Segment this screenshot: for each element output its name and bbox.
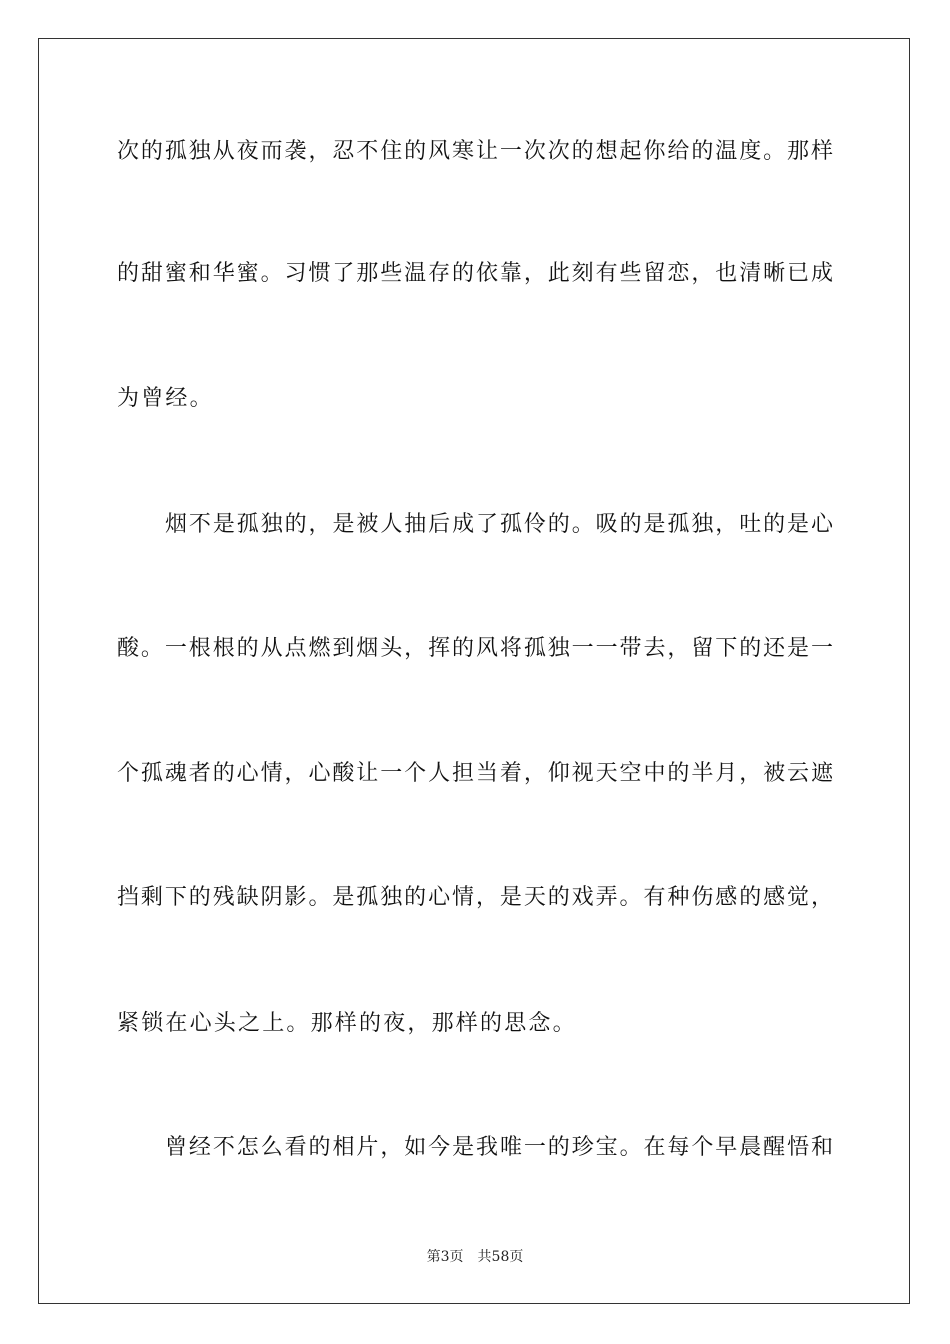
page-number: 第3页 (426, 1249, 464, 1265)
text-line-8: 紧锁在心头之上。那样的夜，那样的思念。 (117, 1011, 577, 1036)
page-border (38, 38, 910, 1304)
text-line-2: 的甜蜜和华蜜。习惯了那些温存的依靠，此刻有些留恋，也清晰已成 (117, 261, 833, 286)
text-line-3: 为曾经。 (117, 386, 214, 411)
text-line-5: 酸。一根根的从点燃到烟头，挥的风将孤独一一带去，留下的还是一 (117, 636, 833, 661)
text-line-6: 个孤魂者的心情，心酸让一个人担当着，仰视天空中的半月，被云遮 (117, 761, 833, 786)
page-footer (0, 1248, 950, 1266)
text-line-9: 曾经不怎么看的相片，如今是我唯一的珍宝。在每个早晨醒悟和 (165, 1135, 833, 1160)
text-line-7: 挡剩下的残缺阴影。是孤独的心情，是天的戏弄。有种伤感的感觉， (117, 885, 833, 910)
total-pages: 共58页 (477, 1249, 524, 1265)
text-line-1: 次的孤独从夜而袭，忍不住的风寒让一次次的想起你给的温度。那样 (117, 139, 833, 164)
text-line-4: 烟不是孤独的，是被人抽后成了孤伶的。吸的是孤独，吐的是心 (165, 512, 833, 537)
